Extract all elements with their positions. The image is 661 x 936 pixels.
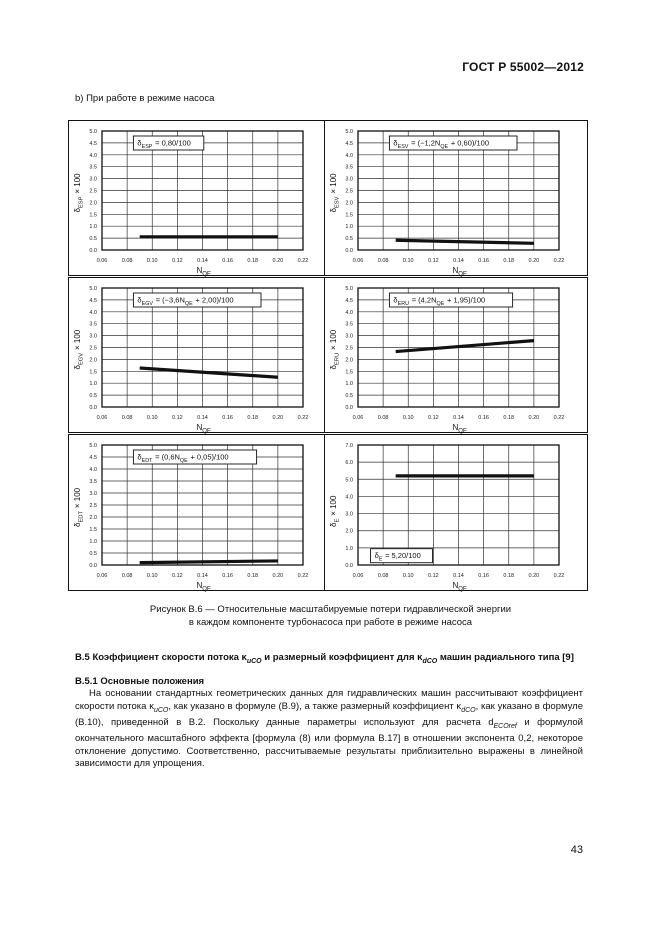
y-axis-label: δESV × 100 (329, 173, 341, 213)
section-b51-heading: В.5.1 Основные положения (75, 676, 205, 687)
y-tick-label: 5.0 (89, 286, 97, 292)
y-tick-label: 3.0 (345, 511, 353, 518)
x-tick-label: 0.10 (402, 258, 414, 264)
para-text-1: На основании стандартных геометрических данных для гидравлических машин рассчитывают коэффициент скорости потока κ (75, 688, 583, 712)
y-tick-label: 0.5 (89, 393, 97, 400)
x-tick-label: 0.10 (146, 573, 158, 579)
x-tick-label: 0.22 (297, 258, 309, 264)
y-tick-label: 4.0 (345, 309, 353, 316)
y-tick-label: 5.0 (345, 129, 353, 135)
caption-line-1: Рисунок В.6 — Относительные масштабируемые потери гидравлической энергии (149, 604, 512, 615)
y-tick-label: 0.0 (89, 563, 97, 569)
para-text-3: , как указано в формуле (В.10), приведенной в В.2. Поскольку данные параметры используют для расчета d (75, 700, 583, 728)
x-tick-label: 0.14 (453, 573, 464, 579)
y-tick-label: 0.0 (89, 248, 97, 254)
y-tick-label: 2.5 (89, 188, 97, 195)
y-axis-label: δEGV × 100 (73, 329, 85, 370)
x-tick-label: 0.20 (528, 573, 540, 579)
chart-panel-egv (68, 277, 332, 433)
section-b5-text2: и размерный коэффициент для κ (261, 652, 423, 663)
x-tick-label: 0.18 (247, 573, 259, 579)
y-tick-label: 0.5 (89, 236, 97, 243)
x-tick-label: 0.14 (453, 415, 464, 421)
legend-text: δERU = (4,2NQE + 1,95)/100 (393, 295, 486, 307)
y-tick-label: 7.0 (345, 443, 353, 449)
x-tick-label: 0.12 (428, 415, 439, 421)
chart-panel-e (324, 434, 588, 591)
x-tick-label: 0.20 (272, 415, 284, 421)
y-tick-label: 2.0 (345, 357, 353, 364)
y-tick-label: 4.5 (89, 455, 97, 461)
y-tick-label: 2.0 (89, 515, 97, 521)
y-tick-label: 0.0 (89, 405, 97, 411)
y-tick-label: 3.0 (89, 176, 97, 183)
legend-text: δESP = 0,80/100 (137, 138, 191, 150)
x-tick-label: 0.06 (352, 573, 364, 579)
x-tick-label: 0.16 (478, 573, 489, 579)
figure-subtitle: b) При работе в режиме насоса (75, 93, 215, 104)
x-tick-label: 0.16 (222, 573, 233, 579)
y-tick-label: 1.5 (345, 212, 353, 219)
y-tick-label: 2.5 (89, 345, 97, 352)
x-tick-label: 0.14 (197, 258, 208, 264)
legend-text: δE = 5,20/100 (374, 551, 421, 563)
y-axis-label: δE × 100 (329, 495, 341, 527)
x-tick-label: 0.10 (402, 573, 414, 579)
x-tick-label: 0.16 (478, 415, 489, 421)
chart-svg-eru (325, 278, 587, 434)
x-axis-label: NQE (196, 581, 211, 592)
x-axis-label: NQE (452, 581, 467, 592)
y-tick-label: 3.5 (89, 164, 97, 171)
chart-panel-edt (68, 434, 332, 591)
y-tick-label: 3.5 (89, 321, 97, 328)
x-tick-label: 0.08 (377, 415, 389, 421)
x-tick-label: 0.20 (272, 258, 284, 264)
y-tick-label: 4.5 (89, 140, 97, 147)
x-tick-label: 0.08 (121, 573, 133, 579)
y-tick-label: 2.0 (345, 200, 353, 207)
legend-text: δEGV = (−3,6NQE + 2,00)/100 (137, 295, 234, 307)
x-tick-label: 0.06 (352, 258, 364, 264)
y-tick-label: 6.0 (345, 460, 353, 467)
chart-panel-esp (68, 120, 332, 276)
x-tick-label: 0.14 (453, 258, 464, 264)
x-tick-label: 0.20 (272, 573, 284, 579)
y-tick-label: 4.5 (345, 140, 353, 147)
x-tick-label: 0.22 (553, 258, 565, 264)
legend-text: δESV = (−1,2NQE + 0,60)/100 (393, 138, 489, 150)
y-tick-label: 0.0 (345, 405, 353, 411)
x-tick-label: 0.06 (352, 415, 364, 421)
y-tick-label: 5.0 (89, 443, 97, 449)
x-tick-label: 0.18 (247, 415, 259, 421)
chart-svg-esp (69, 121, 331, 277)
y-tick-label: 2.5 (345, 345, 353, 352)
x-tick-label: 0.16 (222, 258, 233, 264)
y-tick-label: 3.5 (345, 321, 353, 328)
x-tick-label: 0.22 (553, 573, 565, 579)
y-tick-label: 1.0 (89, 224, 97, 231)
y-tick-label: 3.0 (89, 491, 97, 497)
y-tick-label: 2.0 (89, 200, 97, 207)
y-tick-label: 1.5 (89, 212, 97, 219)
y-axis-label: δERU × 100 (329, 329, 341, 370)
x-tick-label: 0.18 (503, 573, 515, 579)
x-tick-label: 0.08 (377, 573, 389, 579)
y-tick-label: 2.5 (89, 503, 97, 509)
y-tick-label: 5.0 (89, 129, 97, 135)
y-tick-label: 4.5 (89, 297, 97, 304)
x-tick-label: 0.10 (146, 258, 158, 264)
caption-line-2: в каждом компоненте турбонасоса при работе в режиме насоса (188, 617, 473, 628)
y-tick-label: 4.0 (89, 467, 97, 473)
x-tick-label: 0.14 (197, 415, 208, 421)
section-b5-text1: Коэффициент скорости потока κ (92, 652, 247, 663)
x-tick-label: 0.18 (503, 415, 515, 421)
y-tick-label: 3.5 (345, 164, 353, 171)
y-tick-label: 1.5 (89, 527, 97, 533)
data-line-edt (140, 561, 278, 563)
y-tick-label: 1.0 (345, 224, 353, 231)
y-tick-label: 0.5 (345, 393, 353, 400)
chart-panel-eru (324, 277, 588, 433)
x-tick-label: 0.12 (172, 573, 183, 579)
y-tick-label: 5.0 (345, 477, 353, 484)
x-tick-label: 0.06 (96, 573, 108, 579)
x-tick-label: 0.10 (146, 415, 158, 421)
y-tick-label: 0.0 (345, 248, 353, 254)
x-tick-label: 0.08 (377, 258, 389, 264)
chart-svg-esv (325, 121, 587, 277)
para-text-4: и формулой окончательного масштабного эффекта [формула (8) или формула В.17] в отношении экспонента 0,2, некоторое отклонение допустимо. Соответственно, рассчитываемые результаты приблизительно выражены в линейной зависимости для упрощения. (75, 716, 583, 770)
x-axis-label: NQE (196, 423, 211, 434)
page-number: 43 (570, 844, 583, 856)
body-paragraph (75, 688, 583, 771)
y-tick-label: 1.0 (345, 545, 353, 552)
x-tick-label: 0.14 (197, 573, 208, 579)
para-sub-3: ECOref (493, 722, 517, 730)
y-tick-label: 0.0 (345, 563, 353, 569)
x-axis-label: NQE (452, 266, 467, 277)
x-tick-label: 0.06 (96, 258, 108, 264)
legend-text: δEDT = (0,6NQE + 0,05)/100 (137, 452, 229, 464)
para-text-2: , как указано в формуле (В.9), а также размерный коэффициент κ (168, 700, 462, 712)
y-tick-label: 3.0 (345, 333, 353, 340)
data-line-esv (396, 240, 534, 243)
x-tick-label: 0.08 (121, 415, 133, 421)
y-tick-label: 5.0 (345, 286, 353, 292)
x-tick-label: 0.22 (297, 573, 309, 579)
y-tick-label: 1.5 (89, 369, 97, 376)
x-tick-label: 0.10 (402, 415, 414, 421)
section-b5-num: В.5 (75, 652, 90, 663)
y-tick-label: 4.0 (89, 309, 97, 316)
chart-svg-egv (69, 278, 331, 434)
x-tick-label: 0.18 (503, 258, 515, 264)
x-tick-label: 0.12 (428, 258, 439, 264)
y-tick-label: 1.0 (89, 381, 97, 388)
x-tick-label: 0.08 (121, 258, 133, 264)
y-tick-label: 2.5 (345, 188, 353, 195)
y-axis-label: δEDT × 100 (73, 487, 85, 527)
x-axis-label: NQE (452, 423, 467, 434)
y-tick-label: 4.5 (345, 297, 353, 304)
y-tick-label: 1.5 (345, 369, 353, 376)
chart-svg-e (325, 435, 587, 592)
y-tick-label: 4.0 (89, 152, 97, 159)
y-tick-label: 4.0 (345, 152, 353, 159)
x-tick-label: 0.18 (247, 258, 259, 264)
section-b5-text3: машин радиального типа [9] (437, 652, 574, 663)
x-tick-label: 0.12 (172, 258, 183, 264)
x-tick-label: 0.22 (297, 415, 309, 421)
chart-panel-esv (324, 120, 588, 276)
section-b5-sub2: dCO (422, 657, 438, 665)
x-tick-label: 0.20 (528, 258, 540, 264)
y-axis-label: δESP × 100 (73, 173, 85, 213)
x-tick-label: 0.16 (222, 415, 233, 421)
y-tick-label: 0.5 (345, 236, 353, 243)
x-tick-label: 0.12 (428, 573, 439, 579)
section-b5-sub1: uCO (246, 657, 262, 665)
x-tick-label: 0.22 (553, 415, 565, 421)
y-tick-label: 3.0 (89, 333, 97, 340)
y-tick-label: 0.5 (89, 551, 97, 557)
y-tick-label: 3.5 (89, 479, 97, 485)
x-tick-label: 0.16 (478, 258, 489, 264)
figure-caption (0, 603, 661, 629)
x-tick-label: 0.12 (172, 415, 183, 421)
section-b5-heading (75, 652, 583, 668)
standard-header: ГОСТ Р 55002—2012 (462, 60, 584, 74)
data-line-eru (396, 341, 534, 352)
y-tick-label: 4.0 (345, 494, 353, 501)
x-axis-label: NQE (196, 266, 211, 277)
para-sub-1: uCO (153, 706, 169, 714)
y-tick-label: 2.0 (89, 357, 97, 364)
x-tick-label: 0.20 (528, 415, 540, 421)
y-tick-label: 2.0 (345, 528, 353, 535)
x-tick-label: 0.06 (96, 415, 108, 421)
y-tick-label: 3.0 (345, 176, 353, 183)
y-tick-label: 1.0 (345, 381, 353, 388)
y-tick-label: 1.0 (89, 539, 97, 545)
data-line-egv (140, 368, 278, 377)
chart-svg-edt (69, 435, 331, 592)
para-sub-2: dCO (461, 706, 476, 714)
